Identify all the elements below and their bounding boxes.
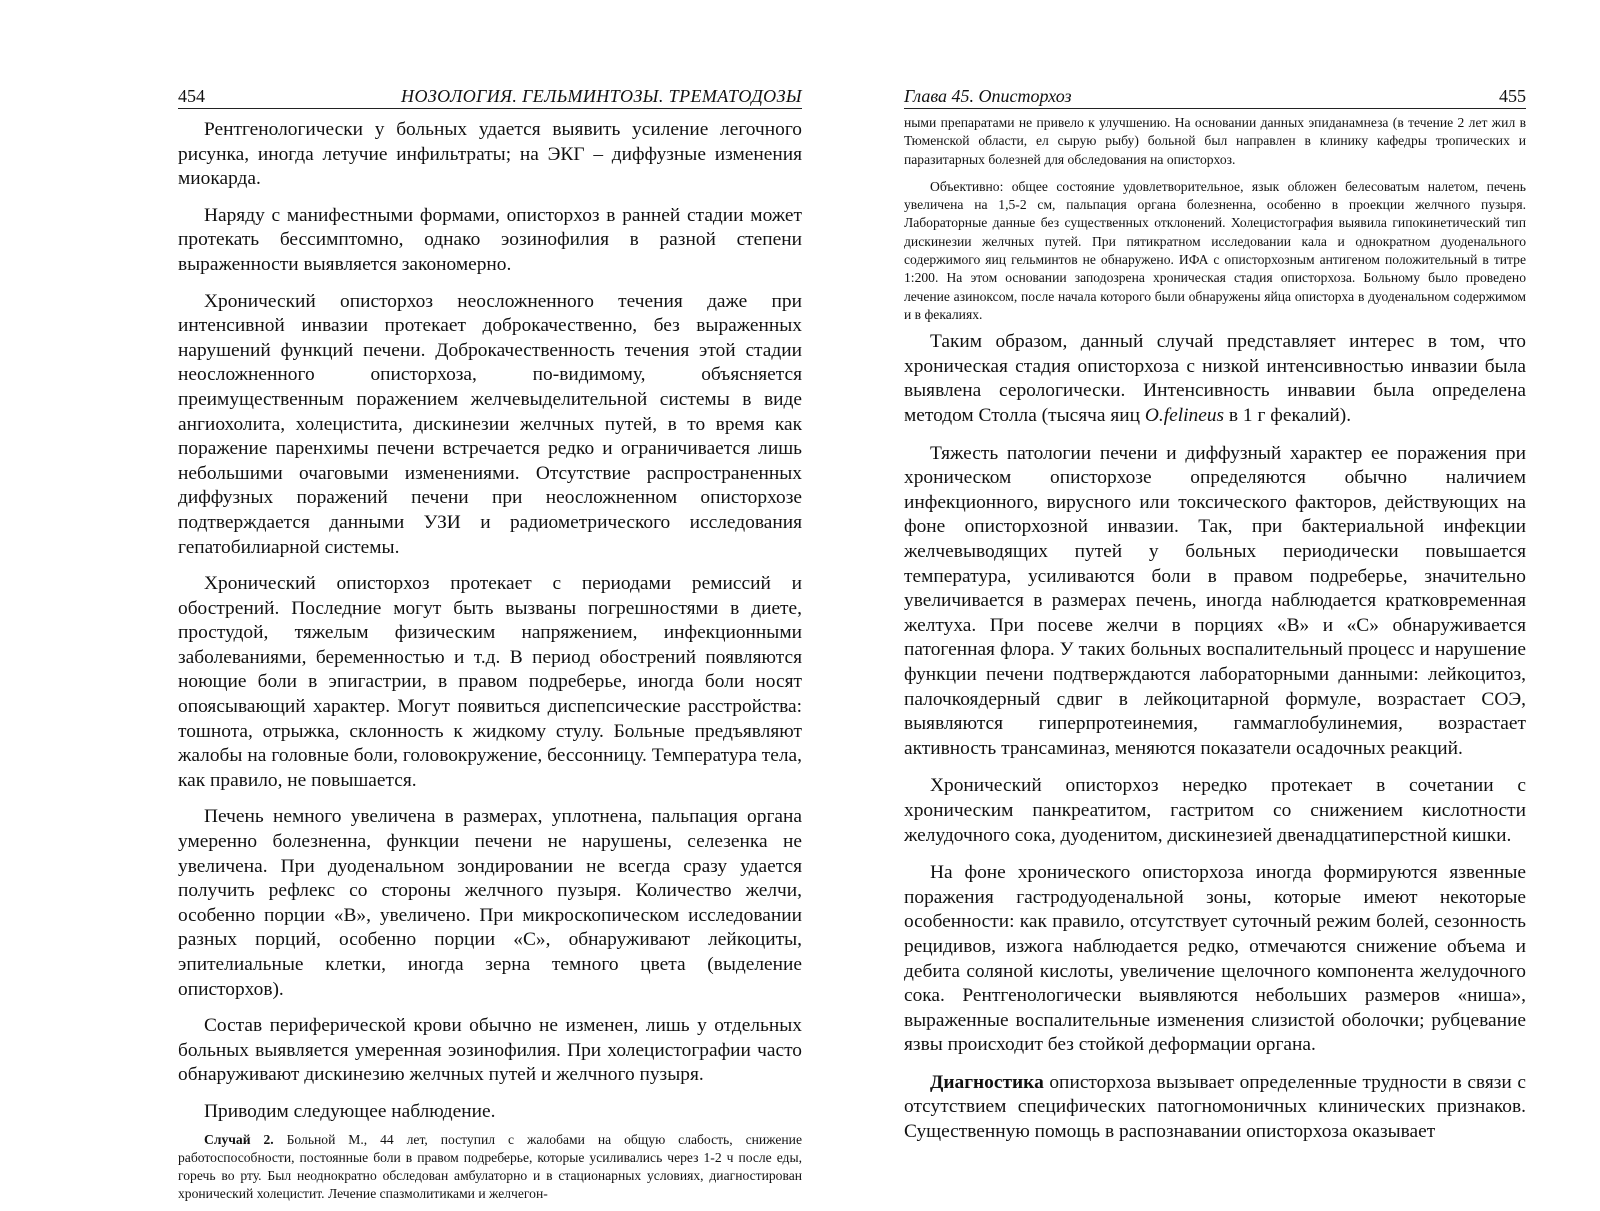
- right-page: [904, 0, 1526, 1143]
- paragraph: Тяжесть патологии печени и диффузный характер ее поражения при хроническом описторхозе определяются обычно наличием инфекционного, вирусного или токсического факторов, действующих на фоне описторхозной инвазии. Так, при бактериальной инфекции желчевыводящих путей у больных периодически повышается температура, усиливаются боли в правом подреберье, значительно увеличивается в размерах печень, иногда наблюдается кратковременная желтуха. При посеве желчи в порциях «В» и «С» обнаруживается патогенная флора. У таких больных воспалительный процесс и нарушение функции печени подтверждаются лабораторными данными: лейкоцитоз, палочкоядерный сдвиг в лейкоцитарной формуле, возрастает СОЭ, выявляются гиперпротеинемия, гаммаглобулинемия, возрастает активность трансаминаз, меняются показатели осадочных реакций.: [904, 442, 1526, 759]
- page-number-right: 455: [1499, 86, 1526, 106]
- paragraph-text: Таким образом, данный случай представляет интерес в том, что хроническая стадия описторхоза с низкой интенсивностью инвазии была выявлена серологически. Интенсивность инвавии была определена методом Столла (тысяча яиц: [904, 331, 1526, 427]
- section-term: Диагностика: [930, 1071, 1044, 1093]
- paragraph-text: описторхоза вызывает определенные трудности в связи с отсутствием специфических патогномоничных клинических признаков. Существенную помощь в распознавании описторхоза оказывает: [904, 1071, 1526, 1143]
- paragraph: Хронический описторхоз неосложненного течения даже при интенсивной инвазии протекает доброкачественно, без выраженных нарушений функций печени. Доброкачественность течения этой стадии неосложненного описторхоза, по-видимому, объясняется преимущественным поражением желчевыделительной системы в виде ангиохолита, холецистита, дискинезии желчных путей, в то время как поражение паренхимы печени встречается редко и ограничивается лишь небольшими очаговыми изменениями. Отсутствие распространенных диффузных поражений печени при неосложненном описторхозе подтверждается данными УЗИ и радиометрического исследования гепатобилиарной системы.: [178, 290, 802, 558]
- paragraph: Печень немного увеличена в размерах, уплотнена, пальпация органа умеренно болезненна, функции печени не нарушены, селезенка не увеличена. При дуоденальном зондировании не всегда сразу удается получить рефлекс со стороны желчного пузыря. Количество желчи, особенно порции «В», увеличено. При микроскопическом исследовании разных порций, особенно порции «С», обнаруживают лейкоциты, эпителиальные клетки, иногда зерна темного цвета (выделение описторхов).: [178, 806, 802, 1000]
- paragraph: [904, 1071, 1526, 1145]
- paragraph: Хронический описторхоз протекает с периодами ремиссий и обострений. Последние могут быть вызваны погрешностями в диете, простудой, тяжелым физическим напряжением, инфекционными заболеваниями, беременностью и т.д. В период обострений появляются ноющие боли в эпигастрии, в правом подреберье, иногда боли носят опоясывающий характер. Могут появиться диспепсические расстройства: тошнота, отрыжка, склонность к жидкому стулу. Больные предъявляют жалобы на головные боли, головокружение, бессонницу. Температура тела, как правило, не повышается.: [178, 573, 802, 791]
- paragraph: Приводим следующее наблюдение.: [204, 1100, 496, 1122]
- paragraph: Наряду с манифестными формами, описторхоз в ранней стадии может протекать бессимптомно, однако эозинофилия в разной степени выраженности выявляется закономерно.: [178, 204, 802, 275]
- case-report: [178, 1131, 802, 1204]
- left-running-head: [178, 86, 802, 109]
- running-title-right: Глава 45. Описторхоз: [904, 86, 1072, 106]
- right-running-head: [904, 86, 1526, 109]
- case-text: Больной М., 44 лет, поступил с жалобами на общую слабость, снижение работоспособности, постоянные боли в правом подреберье, которые усиливались через 1-2 ч после еды, горечь во рту. Был неоднократно обследован амбулаторно и в стационарных условиях, диагностирован хронический холецистит. Лечение спазмолитиками и желчегон-: [178, 1131, 802, 1202]
- left-body-text: [178, 118, 802, 1211]
- paragraph: На фоне хронического описторхоза иногда формируются язвенные поражения гастродуоденальной зоны, которые имеют некоторые особенности: как правило, отсутствует суточный режим болей, сезонность рецидивов, изжога наблюдается редко, отмечаются снижение объема и дебита соляной кислоты, увеличение щелочного компонента желудочного сока. Рентгенологически выявляются небольших размеров «ниша», выраженные воспалительные изменения слизистой оболочки; рубцевание язвы происходит без стойкой деформации органа.: [904, 862, 1526, 1056]
- page-number-left: 454: [178, 86, 205, 106]
- left-page: [178, 0, 802, 1202]
- right-body-text: [904, 114, 1526, 1158]
- paragraph: Рентгенологически у больных удается выявить усиление легочного рисунка, иногда летучие инфильтраты; на ЭКГ – диффузные изменения миокарда.: [178, 119, 802, 190]
- running-title-left: НОЗОЛОГИЯ. ГЕЛЬМИНТОЗЫ. ТРЕМАТОДОЗЫ: [401, 86, 802, 106]
- paragraph: Хронический описторхоз нередко протекает в сочетании с хроническим панкреатитом, гастритом со снижением кислотности желудочного сока, дуоденитом, дискинезией двенадцатиперстной кишки.: [904, 775, 1526, 846]
- species-name: O.felineus: [1144, 405, 1225, 427]
- case-report-continued: ными препаратами не привело к улучшению. На основании данных эпиданамнеза (в течение 2 лет жил в Тюменской области, ел сырую рыбу) больной был направлен в клинику кафедры тропических и паразитарных болезней для обследования на описторхоз.: [904, 115, 1526, 167]
- case-report-objective: Объективно: общее состояние удовлетворительное, язык обложен белесоватым налетом, печень увеличена на 1,5-2 см, пальпация органа болезненна, особенно в проекции желчного пузыря. Лабораторные данные без существенных отклонений. Холецистография выявила гипокинетический тип дискинезии желчных путей. При пятикратном исследовании кала и однократном дуоденального содержимого яиц гельминтов не обнаружено. ИФА с описторхозным антигеном положительный в титре 1:200. На этом основании заподозрена хроническая стадия описторхоза. Больному было проведено лечение азиноксом, после начала которого были обнаружены яйца описторха в дуоденальном содержимом и в фекалиях.: [904, 178, 1526, 322]
- case-label: Случай 2.: [204, 1131, 274, 1147]
- paragraph: Состав периферической крови обычно не изменен, лишь у отдельных больных выявляется умеренная эозинофилия. При холецистографии часто обнаруживают дискинезию желчных путей и желчного пузыря.: [178, 1015, 802, 1086]
- paragraph: [904, 330, 1526, 428]
- paragraph-text: в 1 г фекалий).: [1224, 405, 1352, 427]
